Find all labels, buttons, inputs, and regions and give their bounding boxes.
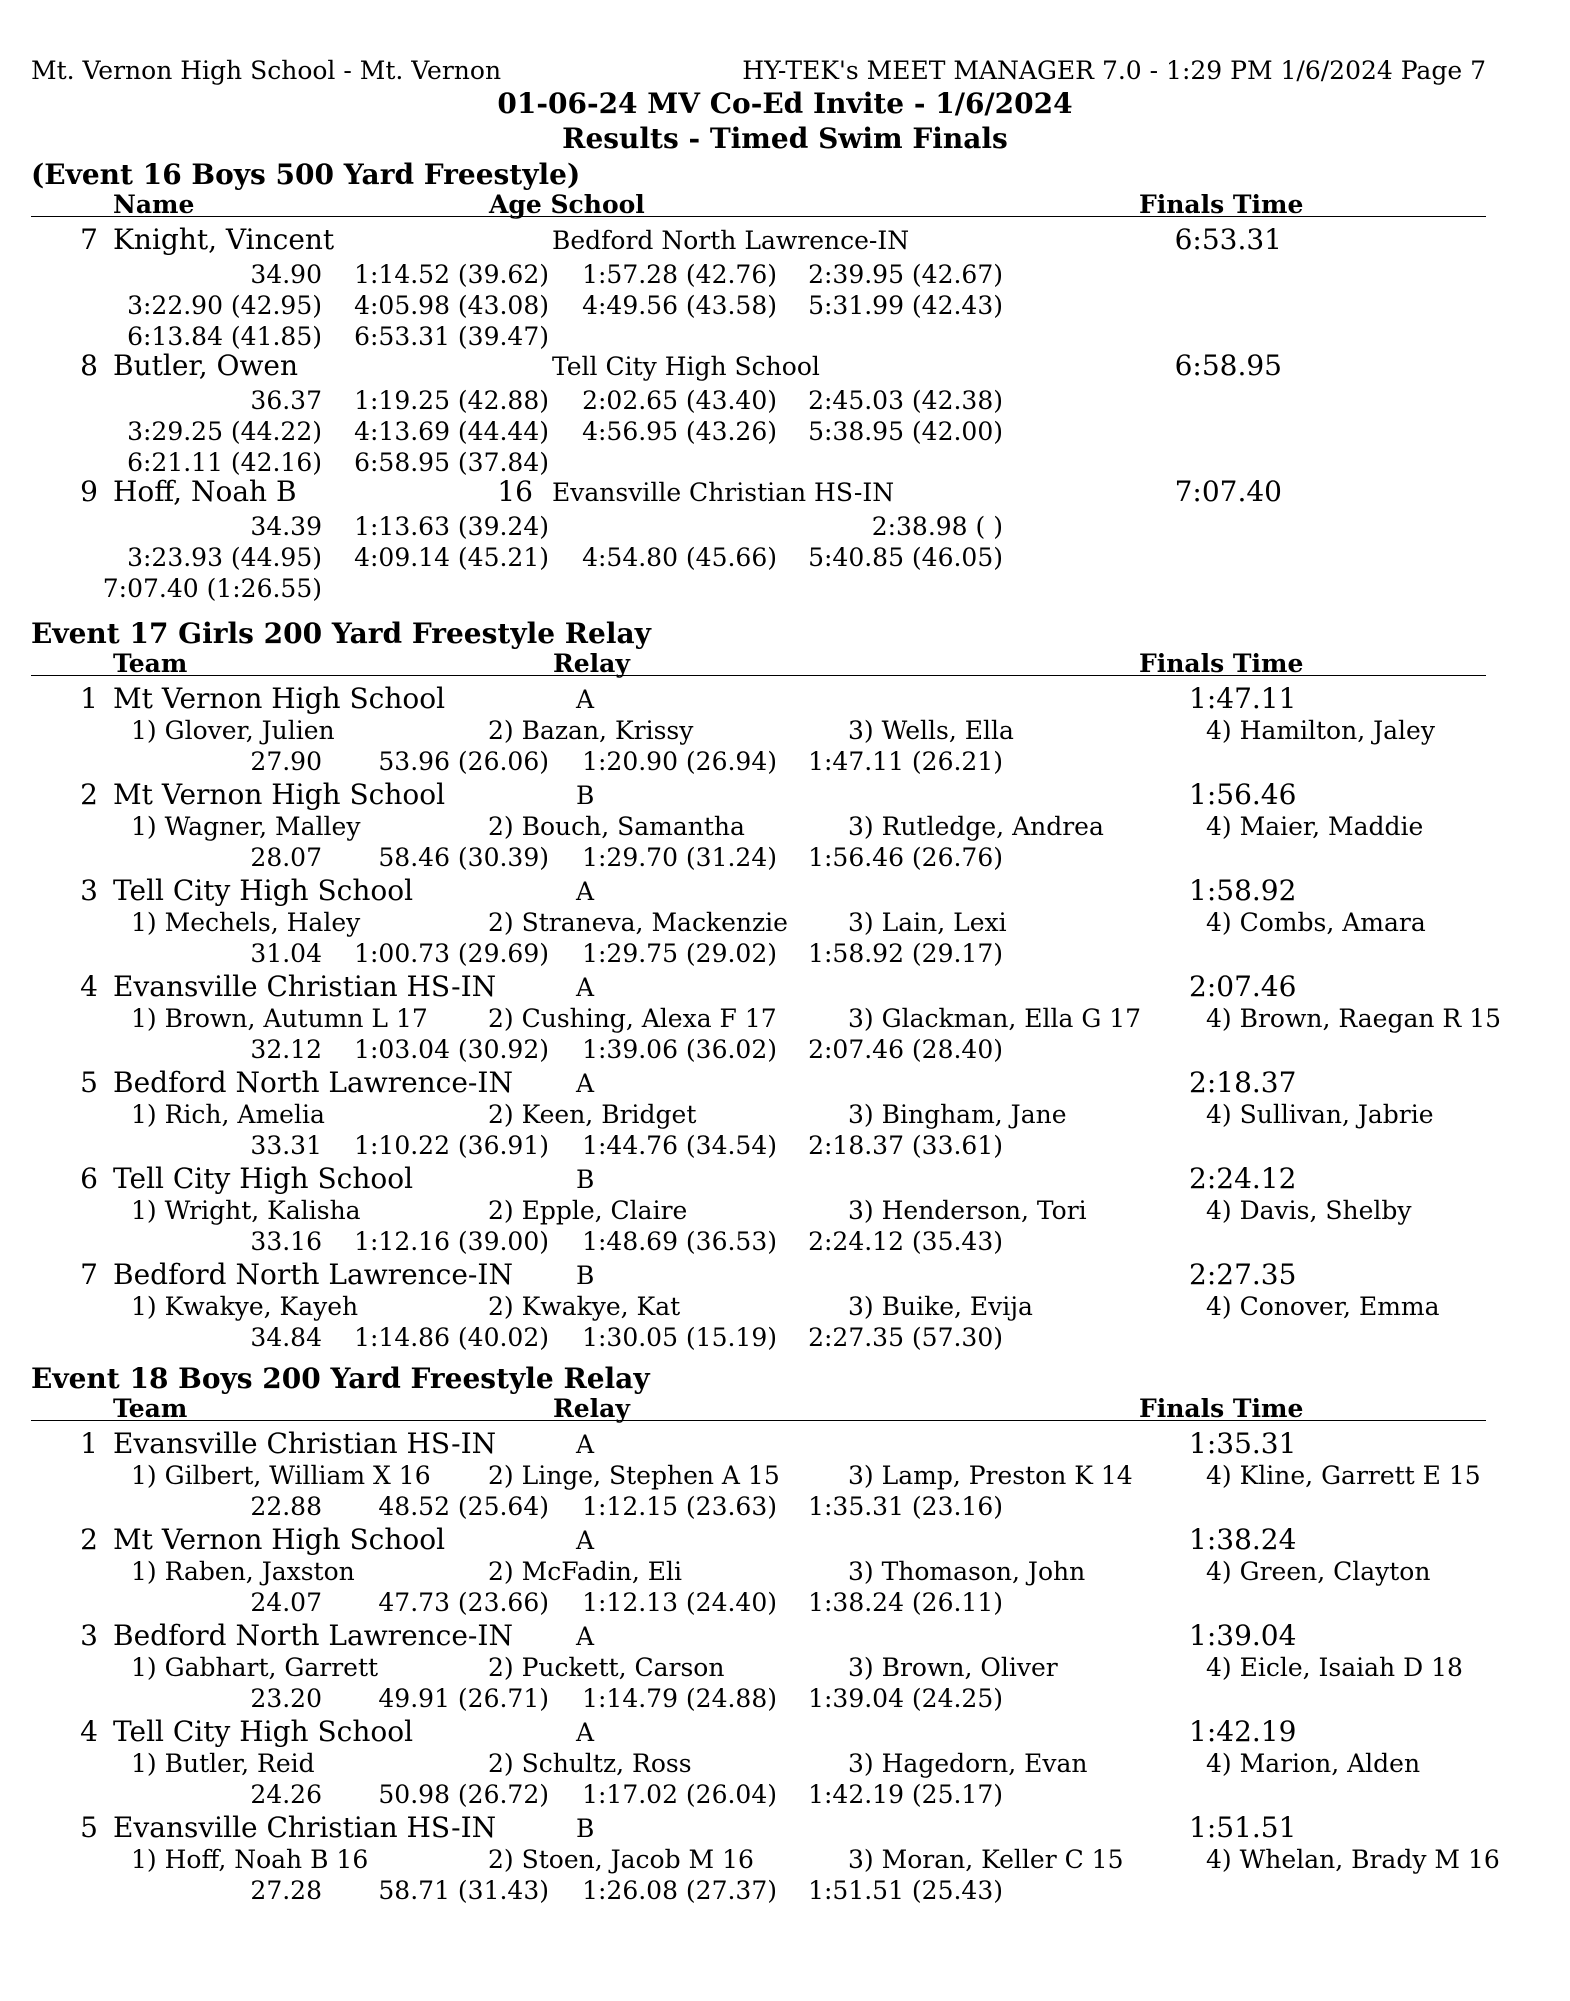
- split-time: 22.88: [250, 1492, 322, 1521]
- split-time: 33.31: [250, 1131, 322, 1160]
- finals-time: 2:07.46: [1189, 970, 1297, 1003]
- relay-swimmer: 4) Combs, Amara: [1206, 908, 1426, 937]
- split-time: 1:39.06 (36.02): [582, 1035, 777, 1064]
- team-name: Tell City High School: [113, 1715, 414, 1748]
- split-time: 24.07: [250, 1588, 322, 1617]
- finals-time: 1:47.11: [1189, 682, 1297, 715]
- split-time: 1:17.02 (26.04): [582, 1780, 777, 1809]
- header-rule: [31, 675, 1486, 676]
- split-time: 2:27.35 (57.30): [808, 1323, 1003, 1352]
- split-time: 1:19.25 (42.88): [354, 386, 549, 415]
- split-time: 34.90: [250, 260, 322, 289]
- split-time: 3:22.90 (42.95): [127, 291, 322, 320]
- school-name: Tell City High School: [552, 352, 820, 381]
- relay-swimmer: 3) Lain, Lexi: [848, 908, 1007, 937]
- relay-swimmer: 3) Glackman, Ella G 17: [848, 1004, 1142, 1033]
- relay-letter: A: [576, 973, 595, 1002]
- place-number: 2: [80, 1523, 98, 1556]
- header-left: Mt. Vernon High School - Mt. Vernon: [31, 56, 502, 85]
- relay-letter: A: [576, 685, 595, 714]
- split-time: 2:18.37 (33.61): [808, 1131, 1003, 1160]
- split-time: 1:35.31 (23.16): [808, 1492, 1003, 1521]
- relay-swimmer: 1) Butler, Reid: [131, 1749, 315, 1778]
- split-time: 1:39.04 (24.25): [808, 1684, 1003, 1713]
- finals-time: 1:56.46: [1189, 778, 1297, 811]
- relay-swimmer: 2) Bazan, Krissy: [488, 716, 694, 745]
- header-right: HY-TEK's MEET MANAGER 7.0 - 1:29 PM 1/6/2024 Page 7: [742, 56, 1486, 85]
- page-title: 01-06-24 MV Co-Ed Invite - 1/6/2024: [497, 87, 1073, 120]
- split-time: 3:29.25 (44.22): [127, 417, 322, 446]
- split-time: 1:44.76 (34.54): [582, 1131, 777, 1160]
- relay-swimmer: 2) Puckett, Carson: [488, 1653, 725, 1682]
- place-number: 3: [80, 874, 98, 907]
- relay-swimmer: 3) Brown, Oliver: [848, 1653, 1058, 1682]
- relay-letter: B: [576, 1814, 595, 1843]
- event-title: Event 18 Boys 200 Yard Freestyle Relay: [31, 1362, 650, 1395]
- split-time: 1:20.90 (26.94): [582, 747, 777, 776]
- split-time: 31.04: [250, 939, 322, 968]
- swimmer-name: Butler, Owen: [113, 349, 299, 382]
- relay-swimmer: 1) Hoff, Noah B 16: [131, 1845, 369, 1874]
- finals-time: 2:24.12: [1189, 1162, 1297, 1195]
- relay-swimmer: 4) Green, Clayton: [1206, 1557, 1431, 1586]
- relay-letter: A: [576, 1718, 595, 1747]
- split-time: 27.28: [250, 1876, 322, 1905]
- split-time: 1:29.70 (31.24): [582, 843, 777, 872]
- relay-swimmer: 3) Thomason, John: [848, 1557, 1086, 1586]
- relay-letter: B: [576, 1165, 595, 1194]
- team-name: Evansville Christian HS-IN: [113, 1427, 497, 1460]
- split-time: 34.39: [250, 512, 322, 541]
- split-time: 34.84: [250, 1323, 322, 1352]
- finals-time: 1:51.51: [1189, 1811, 1297, 1844]
- split-time: 1:00.73 (29.69): [354, 939, 549, 968]
- finals-time: 2:18.37: [1189, 1066, 1297, 1099]
- split-time: 1:51.51 (25.43): [808, 1876, 1003, 1905]
- split-time: 24.26: [250, 1780, 322, 1809]
- split-time: 1:14.52 (39.62): [354, 260, 549, 289]
- place-number: 3: [80, 1619, 98, 1652]
- relay-swimmer: 1) Brown, Autumn L 17: [131, 1004, 428, 1033]
- relay-swimmer: 1) Mechels, Haley: [131, 908, 361, 937]
- relay-swimmer: 3) Rutledge, Andrea: [848, 812, 1104, 841]
- column-header-name: Name: [113, 190, 195, 219]
- relay-swimmer: 1) Gilbert, William X 16: [131, 1461, 431, 1490]
- relay-letter: A: [576, 1526, 595, 1555]
- finals-time: 6:53.31: [1174, 223, 1282, 256]
- place-number: 8: [80, 349, 98, 382]
- team-name: Evansville Christian HS-IN: [113, 1811, 497, 1844]
- column-header-finals-time: Finals Time: [1139, 649, 1304, 678]
- place-number: 7: [80, 223, 98, 256]
- split-time: 1:56.46 (26.76): [808, 843, 1003, 872]
- split-time: 58.71 (31.43): [378, 1876, 549, 1905]
- split-time: 23.20: [250, 1684, 322, 1713]
- split-time: 1:57.28 (42.76): [582, 260, 777, 289]
- team-name: Bedford North Lawrence-IN: [113, 1619, 513, 1652]
- relay-letter: A: [576, 1622, 595, 1651]
- column-header-finals-time: Finals Time: [1139, 1394, 1304, 1423]
- finals-time: 2:27.35: [1189, 1258, 1297, 1291]
- split-time: 32.12: [250, 1035, 322, 1064]
- header-rule: [31, 1420, 1486, 1421]
- place-number: 6: [80, 1162, 98, 1195]
- relay-swimmer: 3) Henderson, Tori: [848, 1196, 1087, 1225]
- split-time: 2:07.46 (28.40): [808, 1035, 1003, 1064]
- team-name: Evansville Christian HS-IN: [113, 970, 497, 1003]
- team-name: Tell City High School: [113, 874, 414, 907]
- split-time: 1:03.04 (30.92): [354, 1035, 549, 1064]
- event-title: Event 17 Girls 200 Yard Freestyle Relay: [31, 617, 651, 650]
- relay-swimmer: 3) Buike, Evija: [848, 1292, 1033, 1321]
- relay-letter: A: [576, 877, 595, 906]
- relay-swimmer: 3) Lamp, Preston K 14: [848, 1461, 1133, 1490]
- relay-swimmer: 2) Epple, Claire: [488, 1196, 688, 1225]
- place-number: 5: [80, 1811, 98, 1844]
- finals-time: 1:39.04: [1189, 1619, 1297, 1652]
- column-header-relay: Relay: [553, 1394, 630, 1423]
- relay-swimmer: 2) Stoen, Jacob M 16: [488, 1845, 754, 1874]
- relay-swimmer: 4) Brown, Raegan R 15: [1206, 1004, 1502, 1033]
- place-number: 5: [80, 1066, 98, 1099]
- relay-swimmer: 2) Cushing, Alexa F 17: [488, 1004, 777, 1033]
- split-time: 4:54.80 (45.66): [582, 543, 777, 572]
- relay-letter: A: [576, 1430, 595, 1459]
- place-number: 4: [80, 970, 98, 1003]
- relay-swimmer: 2) Linge, Stephen A 15: [488, 1461, 780, 1490]
- finals-time: 6:58.95: [1174, 349, 1282, 382]
- relay-swimmer: 3) Moran, Keller C 15: [848, 1845, 1124, 1874]
- split-time: 53.96 (26.06): [378, 747, 549, 776]
- place-number: 1: [80, 682, 98, 715]
- split-time: 2:38.98 ( ): [871, 512, 1003, 541]
- split-time: 4:49.56 (43.58): [582, 291, 777, 320]
- relay-swimmer: 4) Marion, Alden: [1206, 1749, 1421, 1778]
- split-time: 6:21.11 (42.16): [127, 448, 322, 477]
- split-time: 1:12.13 (24.40): [582, 1588, 777, 1617]
- split-time: 47.73 (23.66): [378, 1588, 549, 1617]
- place-number: 7: [80, 1258, 98, 1291]
- team-name: Bedford North Lawrence-IN: [113, 1258, 513, 1291]
- split-time: 33.16: [250, 1227, 322, 1256]
- finals-time: 1:35.31: [1189, 1427, 1297, 1460]
- split-time: 7:07.40 (1:26.55): [102, 574, 322, 603]
- relay-swimmer: 1) Rich, Amelia: [131, 1100, 325, 1129]
- split-time: 1:58.92 (29.17): [808, 939, 1003, 968]
- relay-swimmer: 4) Sullivan, Jabrie: [1206, 1100, 1434, 1129]
- page-subtitle: Results - Timed Swim Finals: [562, 122, 1008, 155]
- split-time: 6:13.84 (41.85): [127, 322, 322, 351]
- split-time: 5:40.85 (46.05): [808, 543, 1003, 572]
- split-time: 6:53.31 (39.47): [354, 322, 549, 351]
- finals-time: 1:38.24: [1189, 1523, 1297, 1556]
- split-time: 27.90: [250, 747, 322, 776]
- column-header-team: Team: [113, 649, 188, 678]
- finals-time: 1:58.92: [1189, 874, 1297, 907]
- split-time: 1:12.15 (23.63): [582, 1492, 777, 1521]
- relay-swimmer: 4) Conover, Emma: [1206, 1292, 1440, 1321]
- relay-swimmer: 4) Maier, Maddie: [1206, 812, 1424, 841]
- header-rule: [31, 216, 1486, 217]
- relay-letter: B: [576, 1261, 595, 1290]
- finals-time: 7:07.40: [1174, 475, 1282, 508]
- relay-swimmer: 4) Davis, Shelby: [1206, 1196, 1412, 1225]
- relay-swimmer: 4) Kline, Garrett E 15: [1206, 1461, 1481, 1490]
- team-name: Bedford North Lawrence-IN: [113, 1066, 513, 1099]
- relay-swimmer: 1) Glover, Julien: [131, 716, 335, 745]
- relay-swimmer: 1) Gabhart, Garrett: [131, 1653, 379, 1682]
- relay-swimmer: 2) Kwakye, Kat: [488, 1292, 681, 1321]
- split-time: 50.98 (26.72): [378, 1780, 549, 1809]
- relay-swimmer: 3) Wells, Ella: [848, 716, 1014, 745]
- split-time: 2:45.03 (42.38): [808, 386, 1003, 415]
- split-time: 1:13.63 (39.24): [354, 512, 549, 541]
- swimmer-name: Hoff, Noah B: [113, 475, 297, 508]
- relay-letter: A: [576, 1069, 595, 1098]
- place-number: 1: [80, 1427, 98, 1460]
- relay-swimmer: 1) Raben, Jaxston: [131, 1557, 355, 1586]
- split-time: 2:02.65 (43.40): [582, 386, 777, 415]
- column-header-relay: Relay: [553, 649, 630, 678]
- split-time: 6:58.95 (37.84): [354, 448, 549, 477]
- place-number: 2: [80, 778, 98, 811]
- split-time: 28.07: [250, 843, 322, 872]
- finals-time: 1:42.19: [1189, 1715, 1297, 1748]
- column-header-age-school: Age School: [489, 190, 645, 219]
- split-time: 4:56.95 (43.26): [582, 417, 777, 446]
- relay-swimmer: 2) Schultz, Ross: [488, 1749, 692, 1778]
- place-number: 9: [80, 475, 98, 508]
- split-time: 1:30.05 (15.19): [582, 1323, 777, 1352]
- swimmer-name: Knight, Vincent: [113, 223, 335, 256]
- split-time: 58.46 (30.39): [378, 843, 549, 872]
- split-time: 1:14.86 (40.02): [354, 1323, 549, 1352]
- split-time: 1:29.75 (29.02): [582, 939, 777, 968]
- relay-swimmer: 3) Hagedorn, Evan: [848, 1749, 1088, 1778]
- relay-swimmer: 2) Bouch, Samantha: [488, 812, 745, 841]
- school-name: Bedford North Lawrence-IN: [552, 226, 910, 255]
- split-time: 5:31.99 (42.43): [808, 291, 1003, 320]
- split-time: 1:47.11 (26.21): [808, 747, 1003, 776]
- split-time: 4:09.14 (45.21): [354, 543, 549, 572]
- split-time: 49.91 (26.71): [378, 1684, 549, 1713]
- column-header-finals-time: Finals Time: [1139, 190, 1304, 219]
- relay-swimmer: 1) Wright, Kalisha: [131, 1196, 361, 1225]
- team-name: Mt Vernon High School: [113, 778, 446, 811]
- team-name: Mt Vernon High School: [113, 682, 446, 715]
- team-name: Tell City High School: [113, 1162, 414, 1195]
- split-time: 5:38.95 (42.00): [808, 417, 1003, 446]
- column-header-team: Team: [113, 1394, 188, 1423]
- split-time: 48.52 (25.64): [378, 1492, 549, 1521]
- relay-swimmer: 4) Whelan, Brady M 16: [1206, 1845, 1500, 1874]
- relay-swimmer: 4) Hamilton, Jaley: [1206, 716, 1435, 745]
- relay-swimmer: 1) Wagner, Malley: [131, 812, 361, 841]
- split-time: 1:38.24 (26.11): [808, 1588, 1003, 1617]
- split-time: 2:24.12 (35.43): [808, 1227, 1003, 1256]
- split-time: 3:23.93 (44.95): [127, 543, 322, 572]
- place-number: 4: [80, 1715, 98, 1748]
- split-time: 1:10.22 (36.91): [354, 1131, 549, 1160]
- school-name: Evansville Christian HS-IN: [552, 478, 895, 507]
- event-title: (Event 16 Boys 500 Yard Freestyle): [31, 158, 581, 191]
- split-time: 1:42.19 (25.17): [808, 1780, 1003, 1809]
- relay-swimmer: 1) Kwakye, Kayeh: [131, 1292, 359, 1321]
- split-time: 1:14.79 (24.88): [582, 1684, 777, 1713]
- split-time: 1:48.69 (36.53): [582, 1227, 777, 1256]
- split-time: 1:12.16 (39.00): [354, 1227, 549, 1256]
- split-time: 4:13.69 (44.44): [354, 417, 549, 446]
- relay-letter: B: [576, 781, 595, 810]
- split-time: 1:26.08 (27.37): [582, 1876, 777, 1905]
- swimmer-age: 16: [497, 475, 533, 508]
- relay-swimmer: 2) McFadin, Eli: [488, 1557, 682, 1586]
- relay-swimmer: 2) Keen, Bridget: [488, 1100, 697, 1129]
- relay-swimmer: 4) Eicle, Isaiah D 18: [1206, 1653, 1463, 1682]
- relay-swimmer: 3) Bingham, Jane: [848, 1100, 1067, 1129]
- relay-swimmer: 2) Straneva, Mackenzie: [488, 908, 788, 937]
- split-time: 36.37: [250, 386, 322, 415]
- split-time: 4:05.98 (43.08): [354, 291, 549, 320]
- team-name: Mt Vernon High School: [113, 1523, 446, 1556]
- split-time: 2:39.95 (42.67): [808, 260, 1003, 289]
